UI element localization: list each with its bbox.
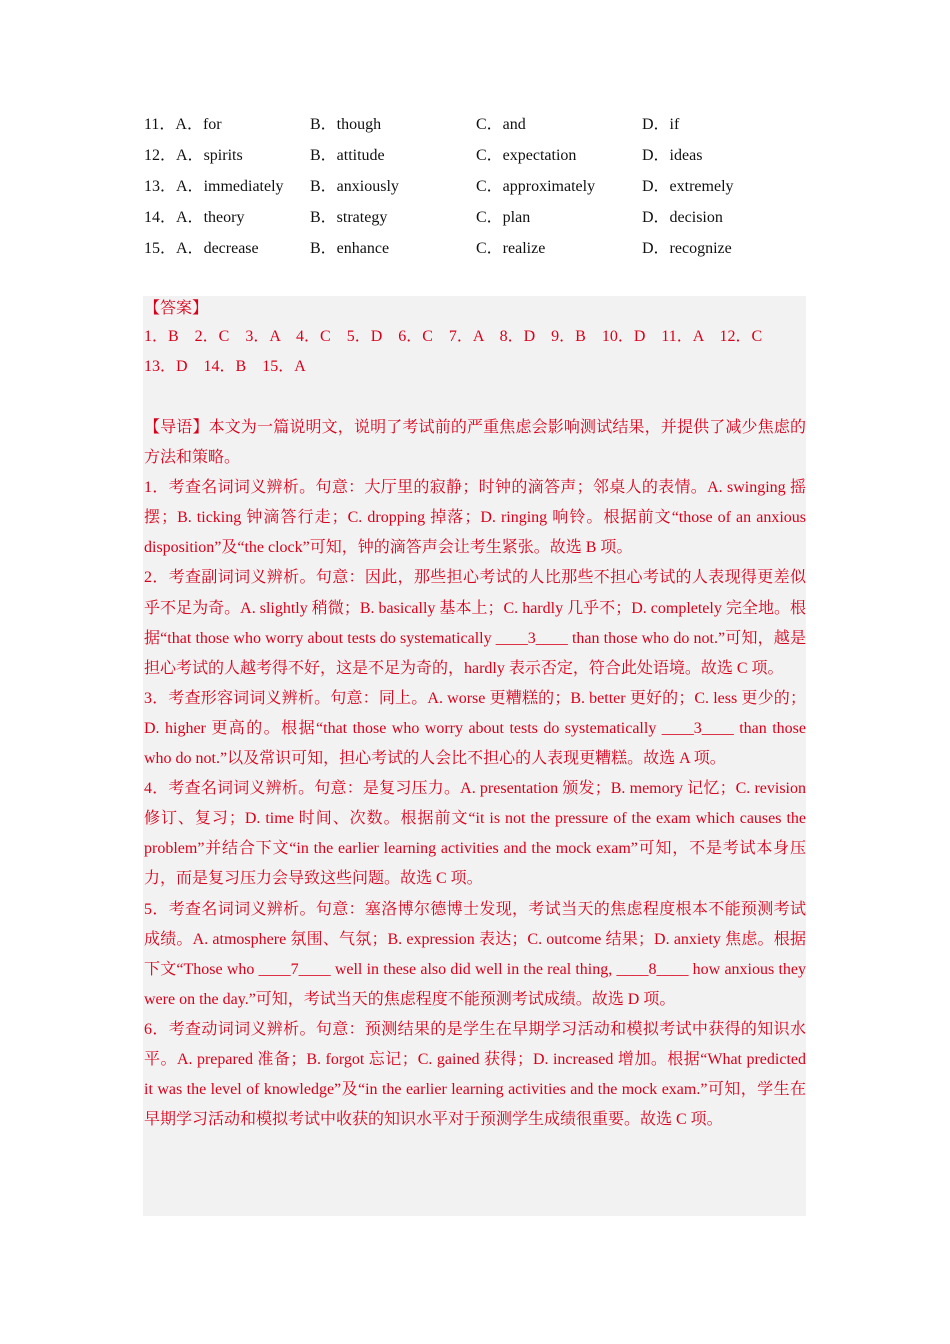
- option-d: D．if: [642, 116, 680, 133]
- option-a: decrease: [203, 240, 259, 257]
- option-d: D．recognize: [642, 240, 732, 257]
- question-number: 14．A．: [144, 209, 204, 226]
- lead-paragraph: 【导语】本文为一篇说明文，说明了考试前的严重焦虑会影响测试结果，并提供了减少焦虑的方法和策略。: [144, 419, 806, 467]
- explanation-1: 1．考查名词词义辨析。句意：大厅里的寂静；时钟的滴答声；邻桌人的表情。A. swinging 摇摆；B. ticking 钟滴答行走；C. dropping 掉落；D. ringing 响铃。根据前文“those of an anxious disposition”及“the clock”可知，钟的滴答声会让考生紧张。故选 B 项。: [144, 479, 806, 557]
- explanation-2: 2．考查副词词义辨析。句意：因此，那些担心考试的人比那些不担心考试的人表现得更差似乎不足为奇。A. slightly 稍微；B. basically 基本上；C. hardly 几乎不；D. completely 完全地。根据“that those who worry about tests do systematically ____3____ than those who do not.”可知，越是担心考试的人越考得不好，这是不足为奇的，hardly 表示否定，符合此处语境。故选 C 项。: [144, 569, 806, 677]
- option-row-11: [144, 113, 824, 144]
- option-b: B．enhance: [310, 240, 390, 257]
- option-b: B．anxiously: [310, 178, 399, 195]
- option-a: theory: [203, 209, 245, 226]
- option-d: D．extremely: [642, 178, 734, 195]
- answers-line-1: 1．B 2．C 3．A 4．C 5．D 6．C 7．A 8．D 9．B 10．D 11．A 12．C: [144, 328, 763, 345]
- option-row-15: [144, 237, 824, 268]
- option-c: C．and: [476, 116, 526, 133]
- explanation-5: 5．考查名词词义辨析。句意：塞洛博尔德博士发现，考试当天的焦虑程度根本不能预测考试成绩。A. atmosphere 氛围、气氛；B. expression 表达；C. outcome 结果；D. anxiety 焦虑。根据下文“Those who ____7____ well in these also did well in the real thing, ____8____ how anxious they were on the day.”可知，考试当天的焦虑程度不能预测考试成绩。故选 D 项。: [144, 900, 806, 1008]
- option-a: for: [202, 116, 222, 133]
- option-row-13: [144, 175, 824, 206]
- explanation-4: 4．考查名词词义辨析。句意：是复习压力。A. presentation 颁发；B. memory 记忆；C. revision 修订、复习；D. time 时间、次数。根据前文“it is not the pressure of the exam which causes the problem”并结合下文“in the earlier learning activities and the mock exam”可知，不是考试本身压力，而是复习压力会导致这些问题。故选 C 项。: [144, 780, 806, 888]
- answer-heading: 【答案】: [144, 300, 209, 317]
- option-b: B．attitude: [310, 147, 385, 164]
- question-number: 15．A．: [144, 240, 204, 257]
- question-number: 12．A．: [144, 147, 204, 164]
- option-row-12: [144, 144, 824, 175]
- option-d: D．decision: [642, 209, 723, 226]
- option-d: D．ideas: [642, 147, 703, 164]
- option-c: C．realize: [476, 240, 546, 257]
- option-b: B．though: [310, 116, 382, 133]
- answers-line-2: 13．D 14．B 15．A: [144, 358, 306, 375]
- option-c: C．expectation: [476, 147, 577, 164]
- option-a: spirits: [203, 147, 243, 164]
- option-c: C．plan: [476, 209, 531, 226]
- explanation-section: [144, 413, 806, 1135]
- question-number: 11．A．: [144, 116, 203, 133]
- option-row-14: [144, 206, 824, 237]
- question-number: 13．A．: [144, 178, 204, 195]
- option-b: B．strategy: [310, 209, 388, 226]
- option-a: immediately: [203, 178, 284, 195]
- option-c: C．approximately: [476, 178, 596, 195]
- option-table: [144, 113, 824, 268]
- explanation-3: 3．考查形容词词义辨析。句意：同上。A. worse 更糟糕的；B. better 更好的；C. less 更少的；D. higher 更高的。根据“that those who worry about tests do systematically ____3____ than those who do not.”以及常识可知，担心考试的人会比不担心的人表现更糟糕。故选 A 项。: [144, 689, 806, 768]
- explanation-6: 6．考查动词词义辨析。句意：预测结果的是学生在早期学习活动和模拟考试中获得的知识水平。A. prepared 准备；B. forgot 忘记；C. gained 获得；D. increased 增加。根据“What predicted it was the level of knowledge”及“in the earlier learning activities and the mock exam.”可知，学生在早期学习活动和模拟考试中收获的知识水平对于预测学生成绩很重要。故选 C 项。: [144, 1020, 806, 1129]
